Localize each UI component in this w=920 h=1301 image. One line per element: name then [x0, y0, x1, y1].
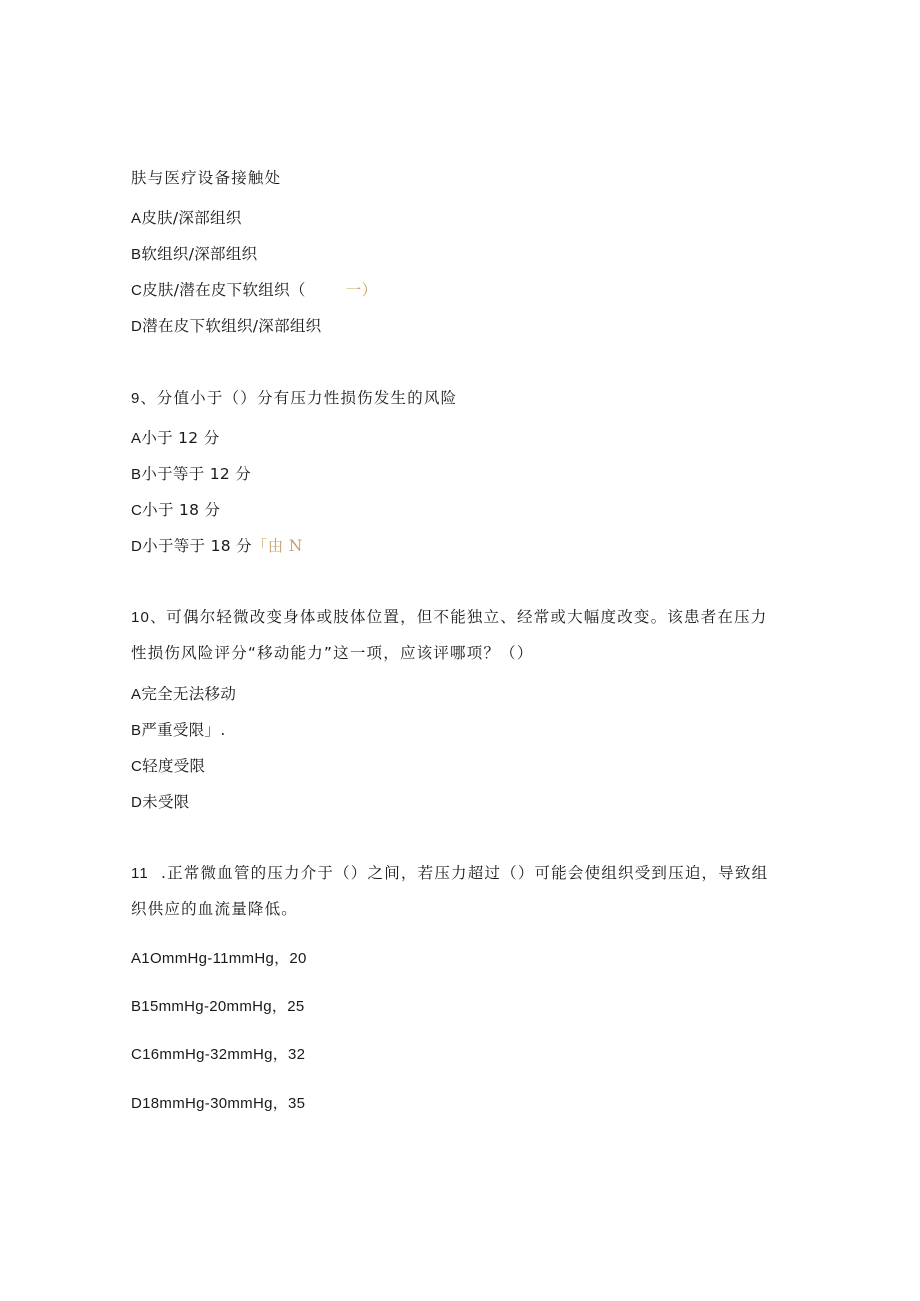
q11-option-d: D18mmHg-30mmHg，35 [131, 1095, 306, 1112]
question-11-line-2: 织供应的血流量降低。 [131, 900, 299, 918]
option-text: 小于等于 12 分 [141, 465, 252, 483]
q9-option-d [131, 536, 303, 557]
question-number: 10、 [131, 609, 167, 626]
stray-mark: 一） [345, 281, 378, 299]
option-text: 小于 18 分 [142, 501, 221, 519]
option-text: 完全无法移动 [141, 685, 237, 703]
option-text: 轻度受限 [142, 757, 206, 775]
option-letter: A [131, 430, 142, 447]
question-11-line-1 [131, 863, 768, 884]
stray-mark: 「由 N [251, 537, 303, 555]
q10-option-b [131, 720, 226, 741]
q11-option-c: C16mmHg-32mmHg，32 [131, 1046, 306, 1063]
option-letter: A [131, 210, 142, 227]
option-letter: C [131, 758, 143, 775]
q9-option-a [131, 428, 220, 449]
question-10-line-2: 性损伤风险评分“移动能力”这一项，应该评哪项？（） [131, 644, 534, 662]
fragment-option-a [131, 208, 242, 229]
q9-option-c [131, 500, 220, 521]
option-text: 小于 12 分 [141, 429, 220, 447]
question-number: 11 [131, 865, 149, 882]
question-number: 9、 [131, 390, 157, 407]
q10-option-a [131, 684, 236, 705]
q10-option-d [131, 792, 190, 813]
option-letter: D [131, 794, 143, 811]
q10-option-c [131, 756, 205, 777]
option-text: 小于等于 18 分 [142, 537, 252, 555]
question-text: 可偶尔轻微改变身体或肢体位置，但不能独立、经常或大幅度改变。该患者在压力 [166, 608, 768, 626]
option-letter: C [131, 502, 143, 519]
option-text: 皮肤/潜在皮下软组织（ [142, 281, 306, 299]
question-fragment-text: 肤与医疗设备接触处 [131, 169, 282, 187]
option-letter: D [131, 318, 143, 335]
option-letter: D [131, 538, 143, 555]
question-10-line-1 [131, 607, 768, 628]
option-text: 皮肤/深部组织 [141, 209, 242, 227]
q11-option-a: A1OmmHg-11mmHg，20 [131, 950, 307, 967]
option-text: 未受限 [142, 793, 190, 811]
question-text: 分值小于（）分有压力性损伤发生的风险 [156, 389, 458, 407]
option-letter: A [131, 686, 142, 703]
option-letter: B [131, 246, 142, 263]
option-letter: B [131, 722, 142, 739]
question-text: .正常微血管的压力介于（）之间，若压力超过（）可能会使组织受到压迫，导致组 [160, 864, 769, 882]
fragment-option-d [131, 316, 321, 337]
question-9 [131, 388, 457, 409]
option-text: 软组织/深部组织 [141, 245, 258, 263]
q9-option-b [131, 464, 251, 485]
fragment-option-c [131, 280, 377, 301]
option-letter: C [131, 282, 143, 299]
option-text: 严重受限」. [141, 721, 226, 739]
option-letter: B [131, 466, 142, 483]
q11-option-b: B15mmHg-20mmHg，25 [131, 998, 305, 1015]
option-text: 潜在皮下软组织/深部组织 [142, 317, 322, 335]
fragment-option-b [131, 244, 257, 265]
